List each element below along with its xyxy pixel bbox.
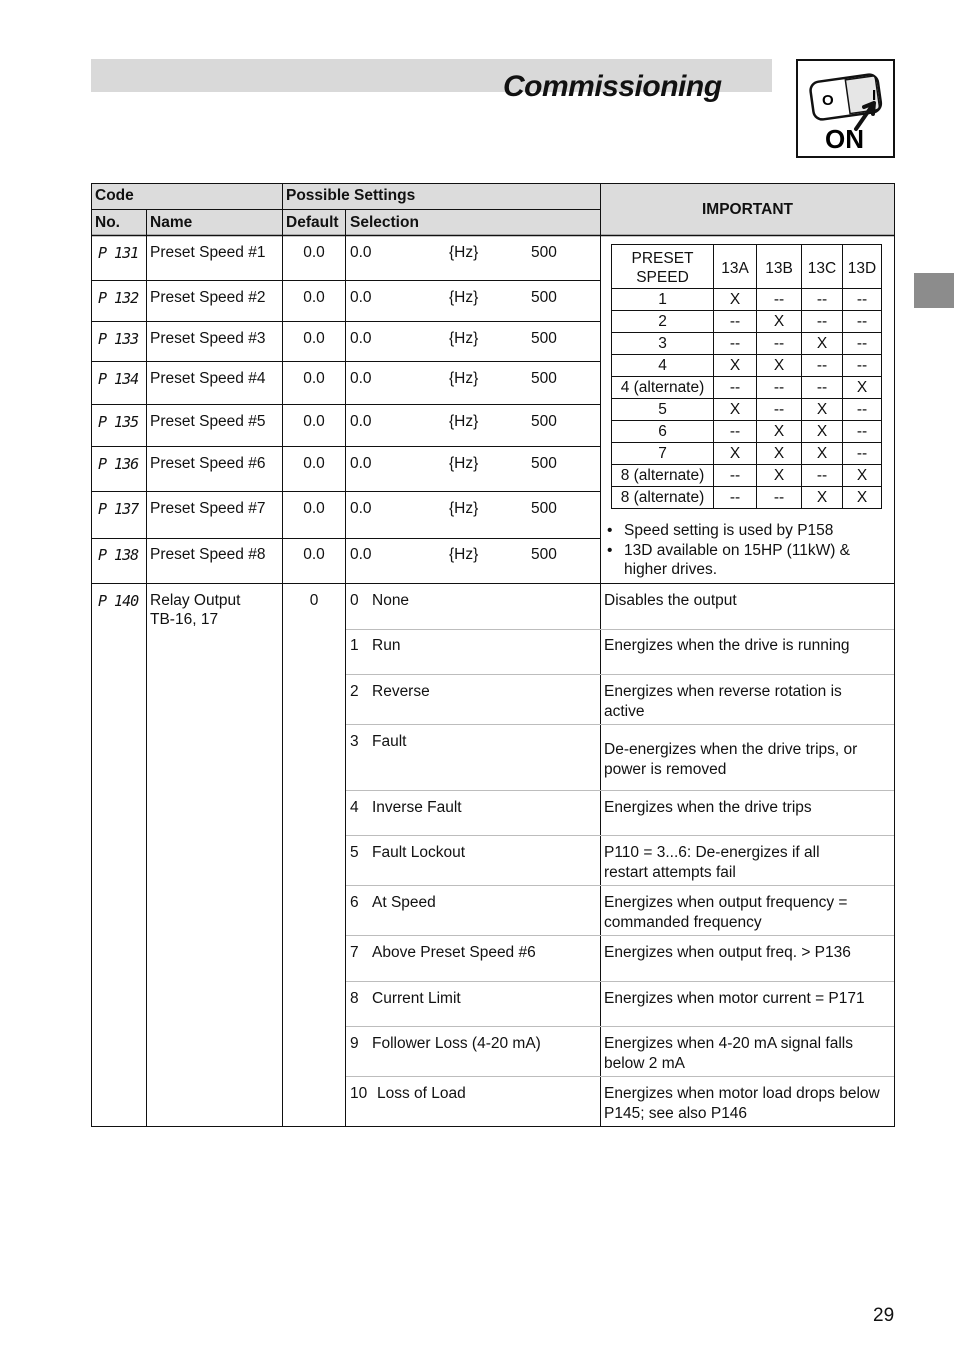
matrix-cell: -- <box>856 291 868 308</box>
relay-option-desc: Disables the output <box>604 592 737 609</box>
preset-default: 0.0 <box>303 370 325 387</box>
code-p131: P 131 <box>98 244 139 262</box>
relay-option-desc: Energizes when the drive is running <box>604 637 850 654</box>
preset-name: Preset Speed #6 <box>150 455 266 472</box>
matrix-cell: -- <box>816 357 828 374</box>
code-p133: P 133 <box>98 330 139 348</box>
preset-default: 0.0 <box>303 455 325 472</box>
matrix-cell: 4 (alternate) <box>620 379 705 396</box>
relay-option-label: Fault <box>372 733 407 750</box>
preset-name: Preset Speed #7 <box>150 500 266 517</box>
header-code: Code <box>95 187 134 204</box>
matrix-cell: -- <box>729 423 741 440</box>
relay-option-desc: Energizes when output freq. > P136 <box>604 944 851 961</box>
preset-unit: {Hz} <box>449 244 479 261</box>
relay-option-num: 8 <box>350 990 359 1007</box>
preset-name: Preset Speed #8 <box>150 546 266 563</box>
preset-min: 0.0 <box>350 244 372 261</box>
matrix-cell: -- <box>856 401 868 418</box>
matrix-cell: -- <box>816 313 828 330</box>
relay-option-label: Reverse <box>372 683 430 700</box>
matrix-cell: X <box>816 445 828 462</box>
header-default: Default <box>286 214 339 231</box>
relay-name: Relay Output <box>150 592 241 609</box>
matrix-header: PRESET SPEED <box>631 250 694 286</box>
code-p137: P 137 <box>98 500 139 518</box>
matrix-header: 13B <box>765 260 793 277</box>
header-name: Name <box>150 214 193 231</box>
preset-min: 0.0 <box>350 289 372 306</box>
matrix-cell: -- <box>773 489 785 506</box>
matrix-cell: -- <box>856 357 868 374</box>
matrix-cell: 4 <box>658 357 667 374</box>
relay-option-num: 9 <box>350 1035 359 1052</box>
matrix-cell: X <box>816 489 828 506</box>
relay-option-num: 10 <box>350 1085 368 1102</box>
preset-default: 0.0 <box>303 413 325 430</box>
matrix-cell: -- <box>773 291 785 308</box>
code-p138: P 138 <box>98 546 139 564</box>
page-number: 29 <box>873 1305 895 1326</box>
matrix-cell: -- <box>856 445 868 462</box>
matrix-cell: -- <box>773 401 785 418</box>
relay-option-desc: Energizes when motor current = P171 <box>604 990 865 1007</box>
preset-unit: {Hz} <box>449 455 479 472</box>
header-no: No. <box>95 214 120 231</box>
preset-unit: {Hz} <box>449 370 479 387</box>
preset-min: 0.0 <box>350 370 372 387</box>
matrix-cell: -- <box>729 467 741 484</box>
preset-max: 500 <box>531 546 557 563</box>
matrix-cell: X <box>729 291 741 308</box>
matrix-cell: X <box>816 401 828 418</box>
preset-default: 0.0 <box>303 244 325 261</box>
header-selection: Selection <box>350 214 419 231</box>
relay-option-num: 1 <box>350 637 359 654</box>
relay-default: 0 <box>309 592 319 609</box>
matrix-cell: X <box>729 445 741 462</box>
relay-option-label: Follower Loss (4-20 mA) <box>372 1035 541 1052</box>
switch-off-glyph: O <box>822 92 834 109</box>
relay-option-desc: P110 = 3...6: De-energizes if all restart attempts fail <box>604 844 820 881</box>
relay-option-label: Above Preset Speed #6 <box>372 944 536 961</box>
matrix-cell: 6 <box>658 423 667 440</box>
relay-name-terminals: TB-16, 17 <box>150 611 219 628</box>
matrix-cell: -- <box>816 291 828 308</box>
page-title: Commissioning <box>503 70 722 103</box>
preset-name: Preset Speed #3 <box>150 330 266 347</box>
preset-max: 500 <box>531 289 557 306</box>
matrix-cell: -- <box>729 313 741 330</box>
matrix-cell: X <box>856 379 868 396</box>
code-p136: P 136 <box>98 455 139 473</box>
matrix-cell: 8 (alternate) <box>620 489 705 506</box>
matrix-cell: X <box>816 335 828 352</box>
matrix-cell: X <box>773 423 785 440</box>
relay-option-label: Current Limit <box>372 990 461 1007</box>
matrix-header: 13C <box>807 260 837 277</box>
relay-option-num: 6 <box>350 894 359 911</box>
matrix-cell: -- <box>816 379 828 396</box>
code-p134: P 134 <box>98 370 139 388</box>
matrix-cell: -- <box>729 379 741 396</box>
note-item: • 13D available on 15HP (11kW) & higher drives. <box>605 541 890 580</box>
preset-unit: {Hz} <box>449 500 479 517</box>
matrix-cell: -- <box>773 379 785 396</box>
code-p140: P 140 <box>98 592 139 610</box>
relay-option-label: Fault Lockout <box>372 844 466 861</box>
matrix-cell: -- <box>729 335 741 352</box>
switch-on-glyph: I <box>872 87 877 104</box>
preset-max: 500 <box>531 500 557 517</box>
matrix-cell: -- <box>773 335 785 352</box>
relay-option-num: 3 <box>350 733 359 750</box>
code-p132: P 132 <box>98 289 139 307</box>
matrix-cell: 3 <box>658 335 667 352</box>
preset-default: 0.0 <box>303 330 325 347</box>
preset-unit: {Hz} <box>449 289 479 306</box>
preset-name: Preset Speed #4 <box>150 370 266 387</box>
preset-max: 500 <box>531 455 557 472</box>
preset-default: 0.0 <box>303 500 325 517</box>
matrix-cell: X <box>729 357 741 374</box>
preset-max: 500 <box>531 370 557 387</box>
matrix-cell: -- <box>856 335 868 352</box>
preset-default: 0.0 <box>303 289 325 306</box>
relay-option-desc: De-energizes when the drive trips, or power is removed <box>604 741 858 778</box>
preset-unit: {Hz} <box>449 413 479 430</box>
matrix-cell: X <box>856 467 868 484</box>
matrix-cell: 2 <box>658 313 667 330</box>
relay-option-num: 4 <box>350 799 359 816</box>
relay-option-label: Inverse Fault <box>372 799 462 816</box>
preset-max: 500 <box>531 330 557 347</box>
relay-option-label: Run <box>372 637 401 654</box>
note-item: • Speed setting is used by P158 <box>605 521 890 541</box>
preset-name: Preset Speed #2 <box>150 289 266 306</box>
relay-option-desc: Energizes when motor load drops below P145; see also P146 <box>604 1085 880 1122</box>
relay-option-num: 0 <box>350 592 359 609</box>
relay-option-num: 7 <box>350 944 359 961</box>
matrix-cell: 7 <box>658 445 667 462</box>
header-possible-settings: Possible Settings <box>286 187 416 204</box>
relay-option-desc: Energizes when the drive trips <box>604 799 812 816</box>
relay-option-desc: Energizes when output frequency = commanded frequency <box>604 894 848 931</box>
matrix-cell: X <box>856 489 868 506</box>
matrix-cell: 1 <box>658 291 667 308</box>
relay-option-label: None <box>372 592 410 609</box>
matrix-cell: 5 <box>658 401 667 418</box>
relay-option-label: At Speed <box>372 894 436 911</box>
code-p135: P 135 <box>98 413 139 431</box>
preset-name: Preset Speed #5 <box>150 413 266 430</box>
important-notes <box>605 521 890 580</box>
preset-max: 500 <box>531 413 557 430</box>
preset-min: 0.0 <box>350 455 372 472</box>
matrix-cell: X <box>773 357 785 374</box>
matrix-cell: X <box>773 313 785 330</box>
matrix-cell: 8 (alternate) <box>620 467 705 484</box>
matrix-header: 13D <box>847 260 877 277</box>
relay-option-num: 2 <box>350 683 359 700</box>
matrix-cell: -- <box>729 489 741 506</box>
preset-min: 0.0 <box>350 546 372 563</box>
matrix-cell: X <box>773 445 785 462</box>
relay-option-desc: Energizes when 4-20 mA signal falls below 2 mA <box>604 1035 853 1072</box>
header-important: IMPORTANT <box>702 201 793 218</box>
preset-max: 500 <box>531 244 557 261</box>
preset-min: 0.0 <box>350 500 372 517</box>
preset-min: 0.0 <box>350 413 372 430</box>
matrix-cell: -- <box>816 467 828 484</box>
preset-name: Preset Speed #1 <box>150 244 266 261</box>
relay-option-label: Loss of Load <box>377 1085 466 1102</box>
relay-option-num: 5 <box>350 844 359 861</box>
on-label: ON <box>825 124 864 154</box>
preset-min: 0.0 <box>350 330 372 347</box>
matrix-cell: -- <box>856 313 868 330</box>
matrix-cell: -- <box>856 423 868 440</box>
matrix-header: 13A <box>721 260 749 277</box>
preset-default: 0.0 <box>303 546 325 563</box>
relay-option-desc: Energizes when reverse rotation is active <box>604 683 842 720</box>
matrix-cell: X <box>729 401 741 418</box>
preset-unit: {Hz} <box>449 546 479 563</box>
matrix-cell: X <box>816 423 828 440</box>
matrix-cell: X <box>773 467 785 484</box>
preset-unit: {Hz} <box>449 330 479 347</box>
